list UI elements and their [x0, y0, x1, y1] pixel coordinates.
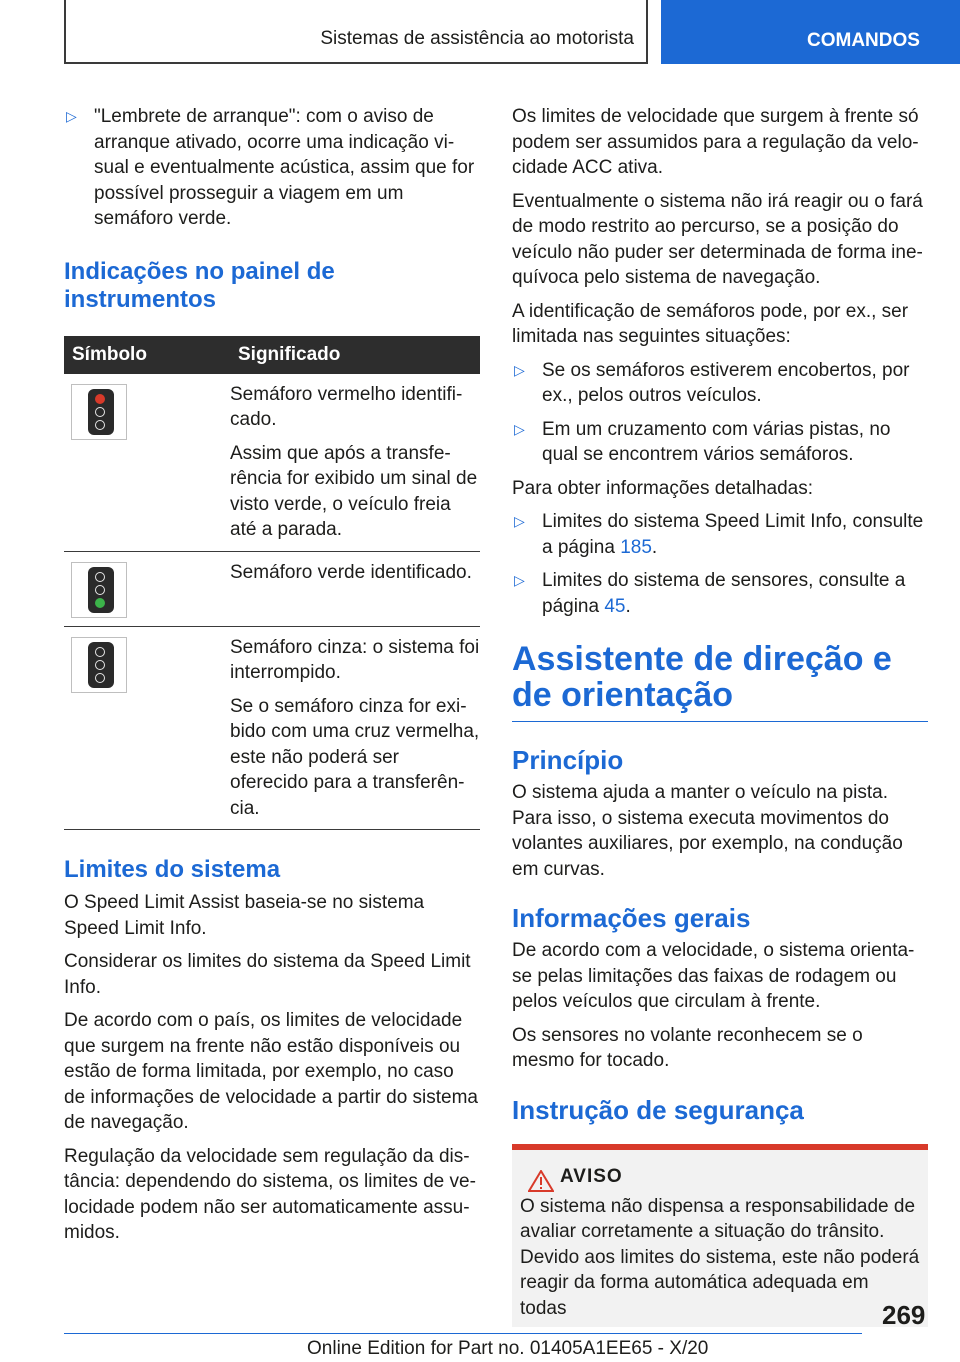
warning-box	[512, 1144, 928, 1328]
list-item: ▷ Limites do sistema Speed Limit Info, consulte a página 185.	[514, 511, 924, 558]
paragraph: De acordo com o país, os limites de velocidade que surgem na frente não estão disponíveis ou estão de forma limitada, por exemplo, no caso de informações de velocidade a partir do sistema de navegação.	[64, 1010, 479, 1133]
list-item: ▷ "Lembrete de arranque": com o aviso de arranque ativado, ocorre uma indicação visual e eventualmente acústica, assim que for possível prosseguir a viagem em um semáforo verde.	[66, 106, 475, 229]
paragraph: Considerar os limites do sistema da Speed Limit Info.	[64, 951, 471, 998]
section-title: Sistemas de assistência ao motorista	[320, 28, 634, 49]
paragraph: A identificação de semáforos pode, por ex., ser limitada nas seguintes situações:	[512, 300, 909, 347]
heading-principle: Princípio	[512, 745, 624, 775]
paragraph: Os sensores no volante reconhecem se o mesmo for tocado.	[512, 1024, 863, 1071]
paragraph: Regulação da velocidade sem regulação da distância: dependendo do sistema, os limites de velocidade podem não ser automaticamente assumidos.	[64, 1145, 476, 1243]
paragraph: O Speed Limit Assist baseia-se no sistema Speed Limit Info.	[64, 892, 425, 939]
bullet-triangle-icon: ▷	[514, 420, 525, 437]
chapter-tab-label: COMANDOS	[807, 30, 920, 51]
traffic-light-green-icon	[71, 562, 127, 618]
symbol-table	[64, 336, 480, 831]
header-box	[64, 0, 648, 64]
paragraph: Os limites de velocidade que surgem à frente só podem ser assumidos para a regulação da velocidade ACC ativa.	[512, 106, 919, 178]
list-item: ▷ Se os semáforos estiverem encobertos, por ex., pelos outros veículos.	[514, 359, 910, 406]
table-header-meaning: Significado	[230, 336, 480, 374]
table-row: Semáforo cinza: o sistema foi interrompido. Se o semáforo cinza for exibido com uma cruz vermelha, este não poderá ser oferecido para a transferência.	[64, 626, 480, 830]
traffic-light-grey-icon	[71, 637, 127, 693]
bullet-triangle-icon: ▷	[514, 361, 525, 378]
heading-safety: Instrução de segurança	[512, 1094, 804, 1125]
heading-general: Informações gerais	[512, 903, 751, 933]
left-column	[64, 104, 480, 1254]
table-row: Semáforo vermelho identificado. Assim que após a transferência for exibido um sinal de visto verde, o veículo freia até a parada.	[64, 374, 480, 552]
page-number: 269	[882, 1300, 926, 1330]
bullet-triangle-icon: ▷	[514, 513, 525, 529]
traffic-light-red-icon	[71, 384, 127, 440]
page-link-45[interactable]: 45	[604, 595, 626, 617]
footer-rule	[64, 1333, 862, 1334]
warning-title: AVISO	[560, 1165, 623, 1187]
page-link-185[interactable]: 185	[620, 536, 652, 558]
bullet-triangle-icon: ▷	[66, 108, 77, 124]
table-header-symbol: Símbolo	[64, 336, 230, 374]
heading-main: Assistente de direção e de orientação	[512, 640, 892, 714]
edition-footer: Online Edition for Part no. 01405A1EE65 - X/20	[307, 1338, 709, 1359]
paragraph: Para obter informações detalhadas:	[512, 477, 814, 499]
list-item: ▷ Em um cruzamento com várias pistas, no qual se encontrem vários semáforos.	[514, 418, 891, 465]
heading-rule	[512, 721, 928, 722]
chapter-tab[interactable]	[661, 0, 960, 64]
list-item: ▷ Limites do sistema de sensores, consulte a página 45.	[514, 570, 906, 617]
table-row: Semáforo verde identificado.	[64, 551, 480, 626]
heading-instruments: Indicações no painel de instrumentos	[64, 257, 335, 313]
right-column	[512, 104, 928, 1327]
warning-triangle-icon	[528, 1170, 554, 1192]
heading-limits: Limites do sistema	[64, 856, 281, 883]
paragraph: O sistema ajuda a manter o veículo na pista. Para isso, o sistema executa movimentos do volantes auxiliares, por exemplo, na condução em curvas.	[512, 782, 903, 880]
paragraph: De acordo com a velocidade, o sistema orienta-se pelas limitações das faixas de rodagem ou pelos veículos que circulam à frente.	[512, 940, 915, 1012]
bullet-triangle-icon: ▷	[514, 572, 525, 588]
paragraph: Eventualmente o sistema não irá reagir ou o fará de modo restrito ao percurso, se a posição do veículo não puder ser determinada de forma inequívoca pelo sistema de navegação.	[512, 190, 923, 288]
warning-text: O sistema não dispensa a responsabilidade de avaliar corretamente a situação do trânsito. Devido aos limites do sistema, este não poderá reagir da forma automática adequada em todas	[520, 1195, 920, 1319]
